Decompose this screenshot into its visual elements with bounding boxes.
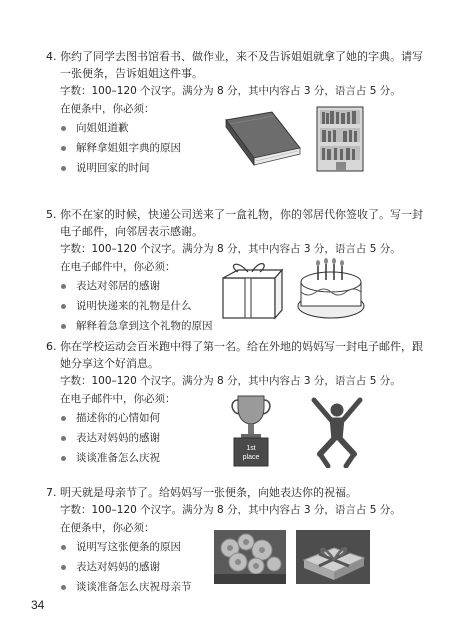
requirement-item: 解释着急拿到这个礼物的原因	[60, 316, 426, 336]
requirement-item: 说明写这张便条的原因	[60, 537, 426, 557]
question-title: 4. 你约了同学去图书馆看书、做作业，来不及告诉姐姐就拿了她的字典。请写	[46, 50, 423, 63]
requirements-intro: 在电子邮件中，你必须：	[60, 393, 176, 405]
trophy-label-place: place	[242, 454, 260, 461]
word-count-rule: 字数：100–120 个汉字。满分为 8 分，其中内容占 3 分，语言占 5 分。	[60, 243, 401, 255]
requirement-item: 表达对妈妈的感谢	[60, 428, 426, 448]
gift-box-image	[218, 256, 284, 322]
requirement-item: 表达对妈妈的感谢	[60, 557, 426, 577]
requirement-item: 描述你的心情如何	[60, 408, 426, 428]
requirement-item: 说明快递来的礼物是什么	[60, 296, 426, 316]
requirement-item: 谈谈准备怎么庆祝	[60, 448, 426, 468]
flowers-image	[214, 530, 286, 584]
question-title-cont: 她分享这个好消息。	[60, 357, 159, 370]
word-count-rule: 字数：100–120 个汉字。满分为 8 分，其中内容占 3 分，语言占 5 分。	[60, 85, 401, 97]
trophy-image	[226, 392, 276, 468]
requirement-item: 表达对邻居的感谢	[60, 276, 426, 296]
requirements-intro: 在电子邮件中，你必须：	[60, 261, 176, 273]
dictionary-book-image	[222, 108, 304, 170]
question-title: 7. 明天就是母亲节了。给妈妈写一张便条，向她表达你的祝福。	[46, 486, 357, 499]
page-number: 34	[31, 598, 45, 612]
question-title-cont: 电子邮件，向邻居表示感谢。	[60, 225, 203, 238]
wrapped-gift-image	[296, 530, 370, 584]
word-count-rule: 字数：100–120 个汉字。满分为 8 分，其中内容占 3 分，语言占 5 分。	[60, 375, 401, 387]
requirement-item: 谈谈准备怎么庆祝母亲节	[60, 577, 426, 597]
question-title: 6. 你在学校运动会百米跑中得了第一名。给在外地的妈妈写一封电子邮件，跟	[46, 340, 423, 353]
question-title-cont: 一张便条，告诉姐姐这件事。	[60, 67, 203, 80]
requirement-item: 说明回家的时间	[60, 158, 426, 178]
requirement-item: 解释拿姐姐字典的原因	[60, 138, 426, 158]
requirement-item: 向姐姐道歉	[60, 118, 426, 138]
question-title: 5. 你不在家的时候，快递公司送来了一盒礼物，你的邻居代你签收了。写一封	[46, 208, 423, 221]
jumping-person-image	[306, 396, 368, 468]
birthday-cake-image	[296, 256, 366, 320]
word-count-rule: 字数：100–120 个汉字。满分为 8 分，其中内容占 3 分，语言占 5 分。	[60, 504, 401, 516]
trophy-label-1st: 1st	[246, 445, 256, 452]
requirements-intro: 在便条中，你必须：	[60, 103, 155, 115]
requirements-intro: 在便条中，你必须：	[60, 522, 155, 534]
bookshelf-image	[316, 106, 364, 172]
